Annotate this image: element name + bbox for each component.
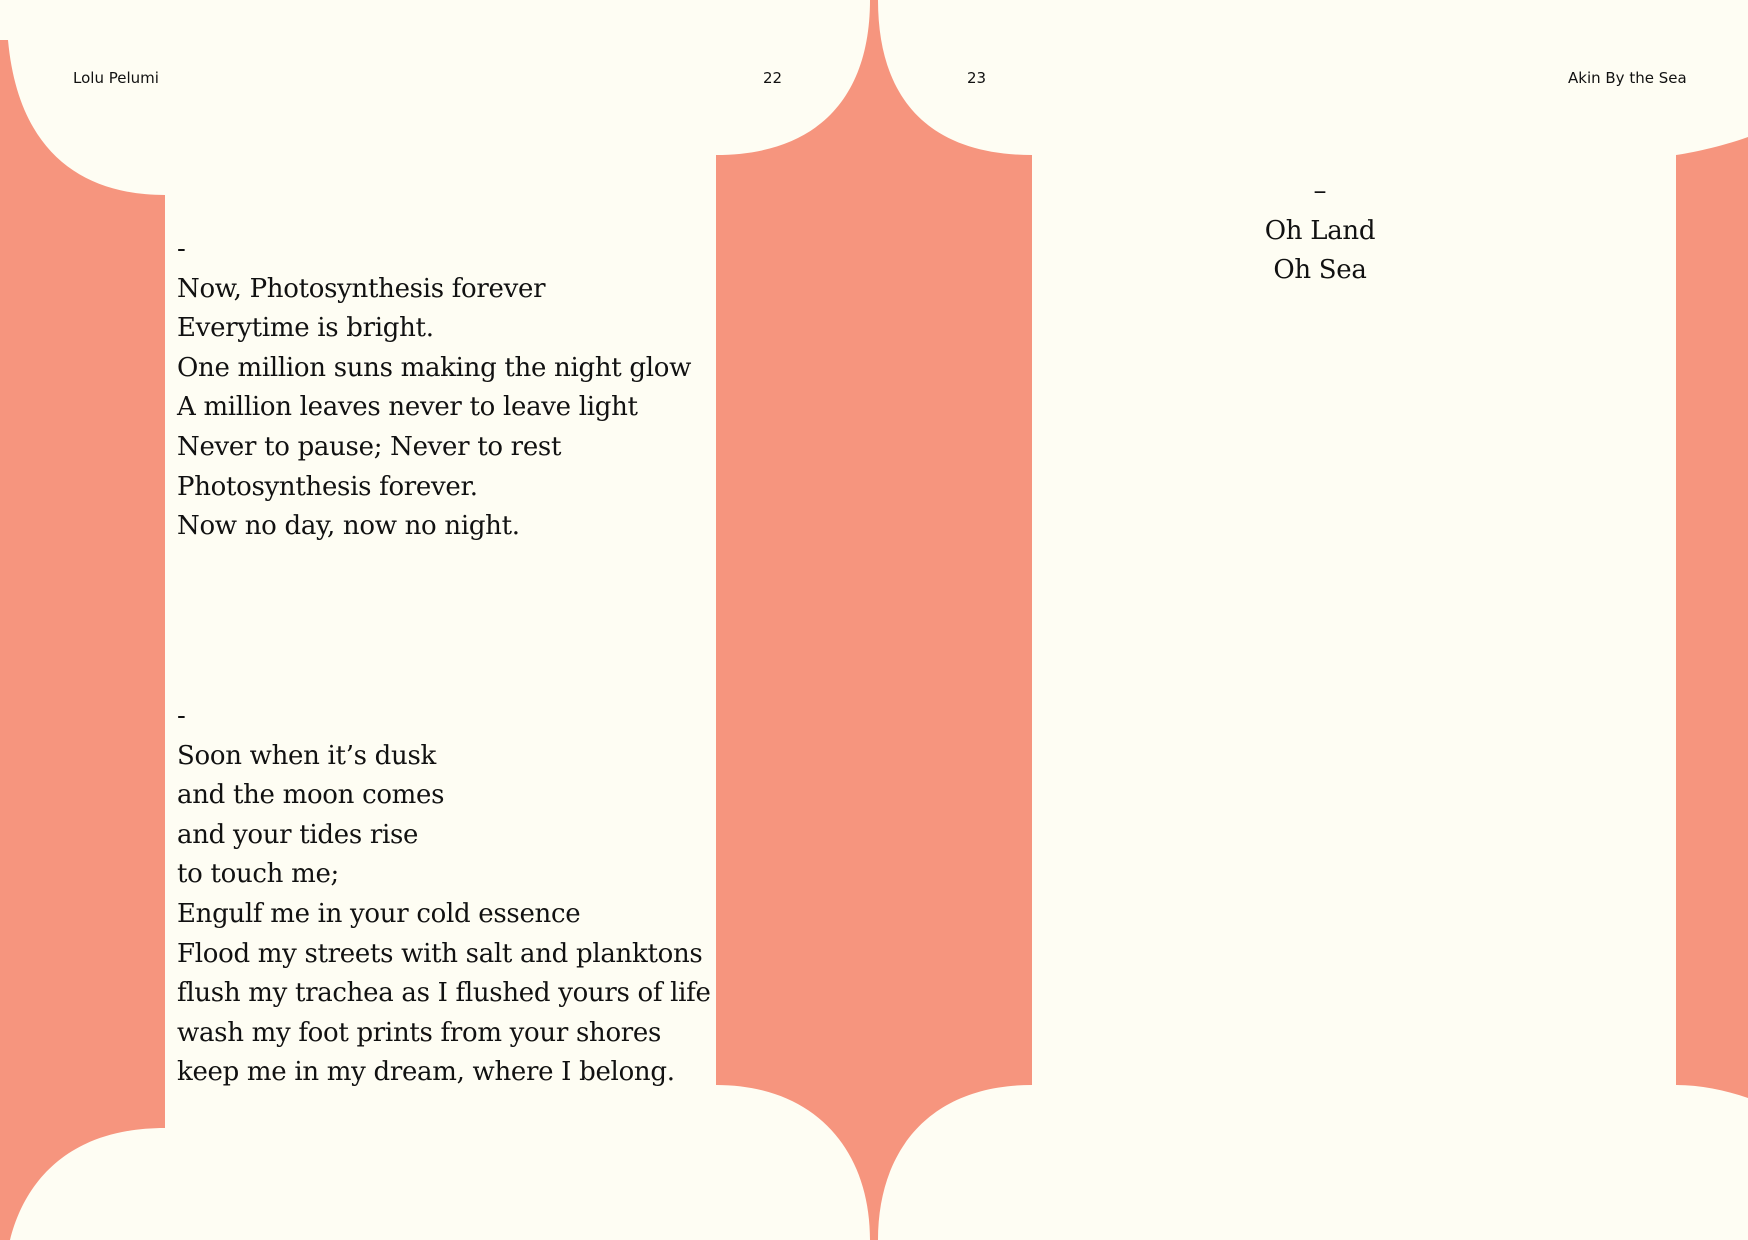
right-salmon-strip: [1676, 137, 1748, 1098]
poem-line: flush my trachea as I flushed yours of life: [177, 978, 711, 1009]
left-salmon-strip: [0, 40, 165, 1240]
poem-line: wash my foot prints from your shores: [177, 1017, 662, 1048]
right-running-head: Akin By the Sea: [1568, 69, 1687, 87]
poem-line: Photosynthesis forever.: [177, 471, 478, 502]
right-page-number: 23: [967, 69, 987, 87]
poem-line: and your tides rise: [177, 819, 419, 850]
poem-line: Never to pause; Never to rest: [177, 431, 562, 462]
poem-line: Soon when it’s dusk: [177, 740, 436, 771]
stanza-two: [177, 697, 711, 1093]
poem-line: One million suns making the night glow: [177, 352, 692, 383]
stanza-dash: -: [177, 234, 186, 264]
poem-line: Oh Land: [1264, 215, 1376, 246]
left-page-number: 22: [763, 69, 783, 87]
poem-line: Engulf me in your cold essence: [177, 898, 581, 929]
poem-line: Now, Photosynthesis forever: [177, 273, 546, 304]
poem-line: Everytime is bright.: [177, 313, 434, 344]
poem-line: keep me in my dream, where I belong.: [177, 1057, 675, 1088]
right-stanza: [1180, 172, 1460, 291]
poem-line: and the moon comes: [177, 780, 445, 811]
poem-line: Oh Sea: [1273, 255, 1367, 286]
poem-line: to touch me;: [177, 859, 339, 890]
stanza-dash: -: [177, 701, 186, 731]
poem-line: A million leaves never to leave light: [177, 392, 638, 423]
poem-line: Flood my streets with salt and planktons: [177, 938, 703, 969]
left-running-head: Lolu Pelumi: [73, 69, 159, 87]
stanza-dash: –: [1313, 176, 1327, 206]
poem-line: Now no day, now no night.: [177, 511, 520, 542]
center-salmon-band: [716, 0, 1032, 1240]
stanza-one: [177, 230, 691, 547]
